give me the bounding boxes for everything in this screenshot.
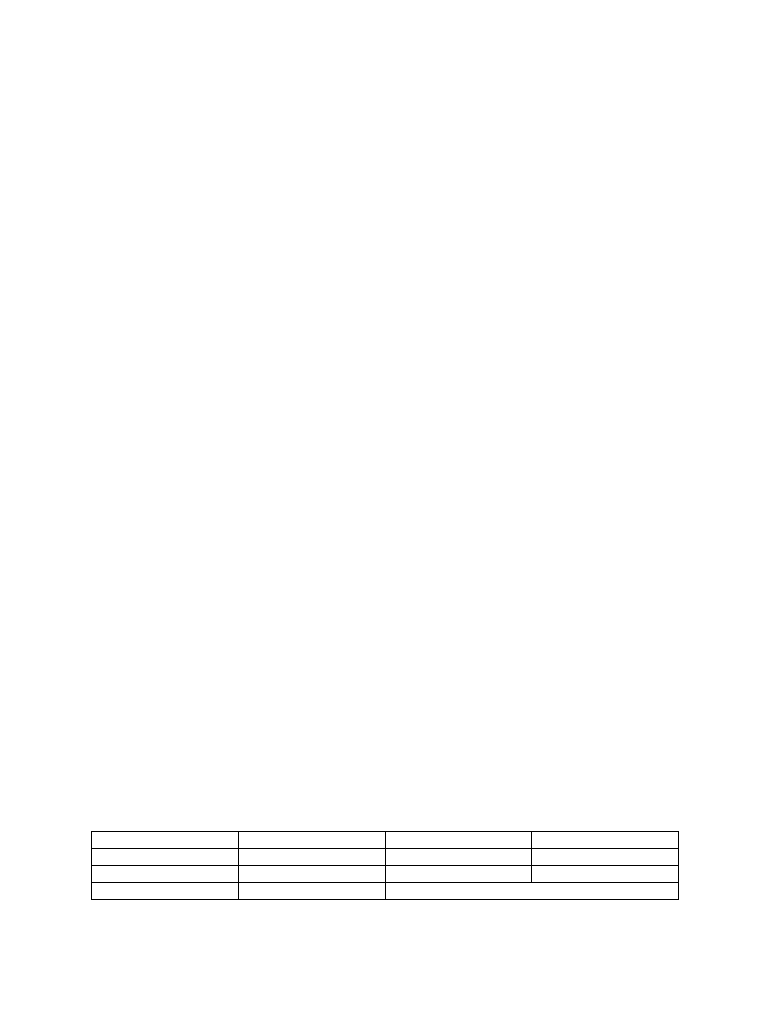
word-cell: [532, 866, 679, 883]
word-cell: [385, 883, 679, 900]
word-cell: [238, 866, 385, 883]
word-cell: [92, 832, 239, 849]
word-cell: [238, 832, 385, 849]
word-cell: [385, 849, 532, 866]
word-row: [92, 832, 679, 849]
word-cell: [385, 866, 532, 883]
word-row: [92, 883, 679, 900]
word-cell: [532, 849, 679, 866]
word-cell: [92, 883, 239, 900]
word-cell: [532, 832, 679, 849]
word-cell: [238, 883, 385, 900]
word-cell: [92, 849, 239, 866]
word-row: [92, 866, 679, 883]
word-list-table: [91, 831, 679, 900]
word-cell: [92, 866, 239, 883]
word-cell: [385, 832, 532, 849]
word-row: [92, 849, 679, 866]
word-cell: [238, 849, 385, 866]
